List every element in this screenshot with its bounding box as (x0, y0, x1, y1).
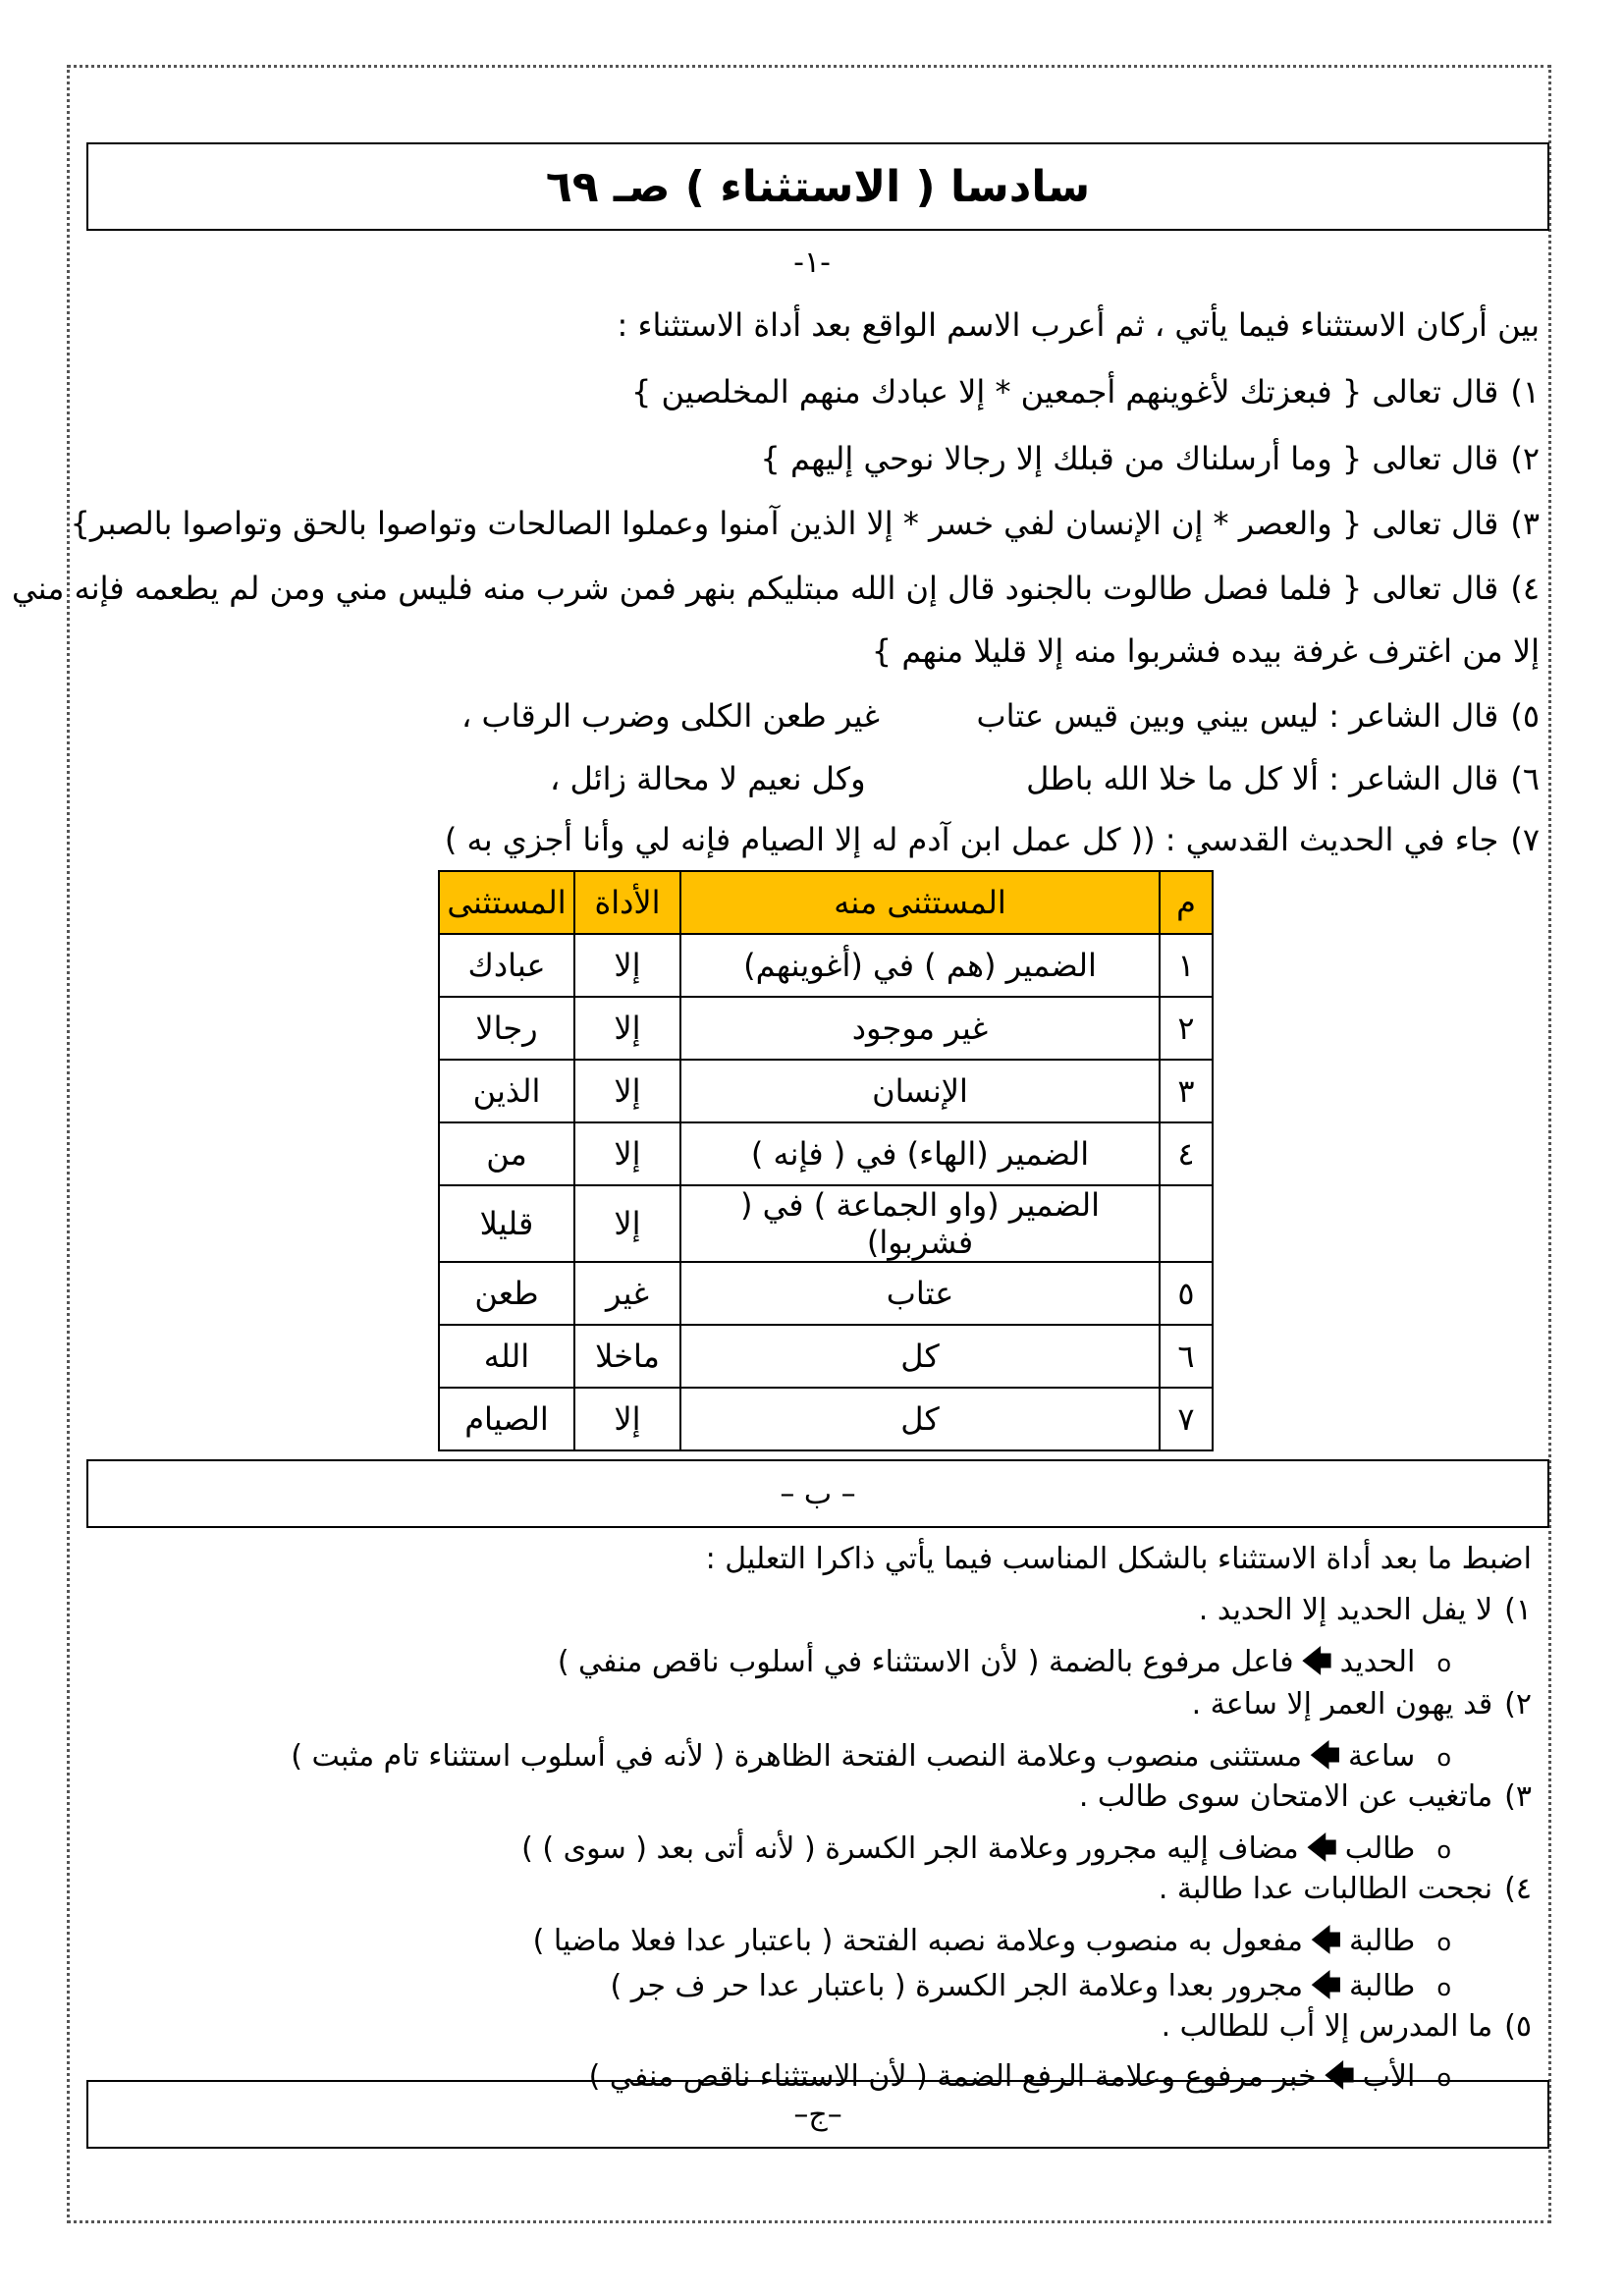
bullet-icon: o (1436, 1974, 1451, 2001)
table-cell: ٦ (1160, 1325, 1213, 1388)
table-cell: الضمير (هم ) في (أغوينهم) (680, 934, 1160, 997)
table-cell: إلا (574, 1185, 680, 1262)
table-cell: الذين (439, 1060, 574, 1122)
table-header: الأداة (574, 871, 680, 934)
table-cell: إلا (574, 934, 680, 997)
bullet-icon: o (1436, 1836, 1451, 1864)
table-row (439, 1122, 1213, 1185)
table-row (439, 1185, 1213, 1262)
section-2-header: – ب – (86, 1459, 1549, 1528)
table-cell: الإنسان (680, 1060, 1160, 1122)
table-cell: ٧ (1160, 1388, 1213, 1450)
table-cell: الضمير (واو الجماعة ) في ( فشربوا) (680, 1185, 1160, 1262)
table-cell: عتاب (680, 1262, 1160, 1325)
poem-line-second: وكل نعيم لا محالة زائل ، (550, 760, 866, 797)
table-cell: الصيام (439, 1388, 574, 1450)
table-header: المستثنى (439, 871, 574, 934)
table-cell: ٢ (1160, 997, 1213, 1060)
answer-line: oساعة🡄مستثنى منصوب وعلامة النصب الفتحة الظاهرة ( لأنه في أسلوب استثناء تام مثبت ) (291, 1734, 1451, 1784)
table-cell: ١ (1160, 934, 1213, 997)
list-item: ٥)ما المدرس إلا أب للطالب . (1161, 2009, 1532, 2044)
section-3-header: –ج– (86, 2080, 1549, 2149)
table-cell: إلا (574, 1060, 680, 1122)
list-item: ٣)قال تعالى { والعصر * إن الإنسان لفي خسر * إلا الذين آمنوا وعملوا الصالحات وتواصوا بالحق وتواصوا بالصبر} (70, 505, 1540, 542)
table-cell: الضمير (الهاء) في ( فإنه ) (680, 1122, 1160, 1185)
list-item: ٤)قال تعالى { فلما فصل طالوت بالجنود قال إن الله مبتليكم بنهر فمن شرب منه فليس مني ومن لم يطعمه فإنه مني (11, 570, 1540, 607)
answer-line: oالحديد🡄فاعل مرفوع بالضمة ( لأن الاستثناء في أسلوب ناقص منفي ) (558, 1640, 1451, 1690)
table-cell: إلا (574, 1388, 680, 1450)
table-cell: قليلا (439, 1185, 574, 1262)
table-cell: ٤ (1160, 1122, 1213, 1185)
poem-line-first: ٥)قال الشاعر : ليس بيني وبين قيس عتاب (976, 697, 1540, 735)
answer-line: oطالب🡄مضاف إليه مجرور وعلامة الجر الكسرة ( لأنه أتى بعد ( سوى ) ) (521, 1827, 1451, 1877)
table-header-row (439, 871, 1213, 934)
answer-line: oطالبة🡄مجرور بعدا وعلامة الجر الكسرة ( باعتبار عدا حر ف جر ) (611, 1964, 1451, 2014)
table-cell: من (439, 1122, 574, 1185)
bullet-icon: o (1436, 2064, 1451, 2092)
table-row (439, 1388, 1213, 1450)
bullet-icon: o (1436, 1744, 1451, 1772)
section-1-instruction: بين أركان الاستثناء فيما يأتي ، ثم أعرب الاسم الواقع بعد أداة الاستثناء : (617, 306, 1540, 344)
table-cell: الله (439, 1325, 574, 1388)
table-row (439, 1060, 1213, 1122)
table-row (439, 1262, 1213, 1325)
table-cell: كل (680, 1388, 1160, 1450)
list-item: ٧)جاء في الحديث القدسي : (( كل عمل ابن آدم له إلا الصيام فإنه لي وأنا أجزي به ) (444, 821, 1540, 858)
table-row (439, 1325, 1213, 1388)
answer-line: oالأب🡄خبر مرفوع وعلامة الرفع الضمة ( لأن الاستثناء ناقص منفي ) (589, 2054, 1451, 2105)
table-cell: رجالا (439, 997, 574, 1060)
list-item: ١)قال تعالى { فبعزتك لأغوينهم أجمعين * إلا عبادك منهم المخلصين } (630, 373, 1540, 410)
table-row (439, 934, 1213, 997)
list-item: ٣)ماتغيب عن الامتحان سوى طالب . (1078, 1779, 1532, 1814)
arrow-left-icon: 🡄 (1310, 1739, 1341, 1774)
table-cell (1160, 1185, 1213, 1262)
bullet-icon: o (1436, 1650, 1451, 1677)
section-1-label: -١- (793, 246, 831, 280)
section-2-instruction: اضبط ما بعد أداة الاستثناء بالشكل المناسب فيما يأتي ذاكرا التعليل : (705, 1542, 1532, 1576)
table-cell: ماخلا (574, 1325, 680, 1388)
list-item-continuation: إلا من اغترف غرفة بيده فشربوا منه إلا قليلا منهم } (871, 632, 1540, 670)
bullet-icon: o (1436, 1929, 1451, 1956)
list-item: ١)لا يفل الحديد إلا الحديد . (1198, 1593, 1532, 1627)
table-cell: طعن (439, 1262, 574, 1325)
poem-line-second: غير طعن الكلى وضرب الرقاب ، (461, 697, 880, 735)
table-cell: غير موجود (680, 997, 1160, 1060)
page-title: سادسا ( الاستثناء ) صـ ٦٩ (86, 142, 1549, 231)
table-cell: إلا (574, 997, 680, 1060)
table-row (439, 997, 1213, 1060)
table-header: م (1160, 871, 1213, 934)
list-item: ٤)نجحت الطالبات عدا طالبة . (1158, 1872, 1532, 1906)
list-item: ٢)قال تعالى { وما أرسلناك من قبلك إلا رجالا نوحي إليهم } (760, 440, 1540, 477)
poem-line-first: ٦)قال الشاعر : ألا كل ما خلا الله باطل (1026, 760, 1540, 797)
arrow-left-icon: 🡄 (1311, 1924, 1342, 1958)
table-cell: غير (574, 1262, 680, 1325)
table-cell: عبادك (439, 934, 574, 997)
arrow-left-icon: 🡄 (1324, 2059, 1355, 2094)
answer-line: oطالبة🡄مفعول به منصوب وعلامة نصبه الفتحة ( باعتبار عدا فعلا ماضيا ) (533, 1919, 1451, 1969)
table-cell: كل (680, 1325, 1160, 1388)
arrow-left-icon: 🡄 (1301, 1645, 1332, 1679)
table-cell: ٣ (1160, 1060, 1213, 1122)
table-cell: إلا (574, 1122, 680, 1185)
arrow-left-icon: 🡄 (1311, 1969, 1342, 2003)
list-item: ٢)قد يهون العمر إلا ساعة . (1191, 1687, 1532, 1722)
arrow-left-icon: 🡄 (1306, 1831, 1337, 1866)
table-header: المستثنى منه (680, 871, 1160, 934)
table-cell: ٥ (1160, 1262, 1213, 1325)
istithna-table (438, 870, 1214, 1451)
